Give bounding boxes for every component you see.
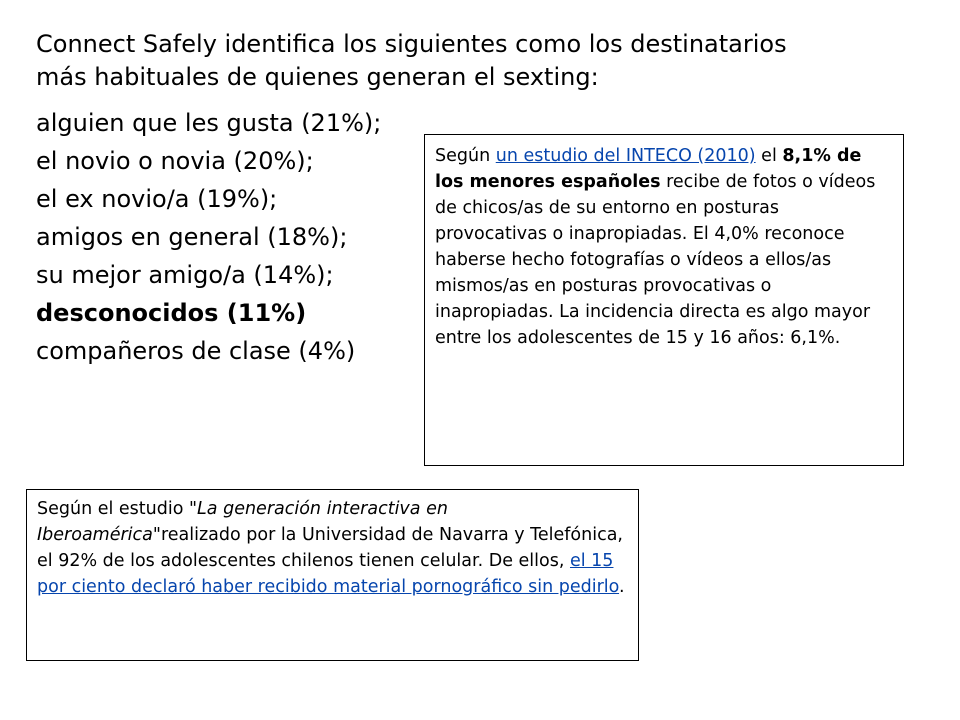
recipient-list	[36, 104, 381, 370]
recipient-item: desconocidos (11%)	[36, 299, 307, 327]
inteco-highlight: 8,1% de los menores españoles	[435, 146, 862, 192]
intro-line-2: más habituales de quienes generan el sexting:	[36, 63, 599, 91]
navarra-study-title: La generación interactiva en Iberoamérica	[37, 499, 448, 545]
navarra-study-link[interactable]: el 15 por ciento declaró haber recibido material pornográfico sin pedirlo	[37, 551, 620, 597]
recipient-item: el novio o novia (20%);	[36, 147, 314, 175]
navarra-study-box	[26, 489, 639, 661]
recipient-item: compañeros de clase (4%)	[36, 337, 356, 365]
inteco-mid: el	[755, 146, 783, 166]
recipient-item: el ex novio/a (19%);	[36, 185, 278, 213]
inteco-study-box	[424, 134, 904, 466]
inteco-rest: recibe de fotos o vídeos de chicos/as de su entorno en posturas provocativas o inapropiadas. El 4,0% reconoce haberse hecho fotografías o vídeos a ellos/as mismos/as en posturas provocativas o inapropiadas. La incidencia directa es algo mayor entre los adolescentes de 15 y 16 años: 6,1%.	[435, 172, 876, 348]
recipient-item: amigos en general (18%);	[36, 223, 348, 251]
navarra-prefix: Según el estudio "	[37, 499, 198, 519]
recipient-item: su mejor amigo/a (14%);	[36, 261, 334, 289]
recipient-item: alguien que les gusta (21%);	[36, 109, 382, 137]
intro-line-1: Connect Safely identifica los siguientes como los destinatarios	[36, 30, 787, 58]
intro-text	[36, 28, 856, 94]
navarra-end: .	[619, 577, 625, 597]
inteco-study-link[interactable]: un estudio del INTECO (2010)	[495, 146, 756, 166]
inteco-prefix: Según	[435, 146, 496, 166]
navarra-mid: "realizado por la Universidad de Navarra y Telefónica, el 92% de los adolescentes chilenos tienen celular. De ellos,	[37, 525, 623, 571]
